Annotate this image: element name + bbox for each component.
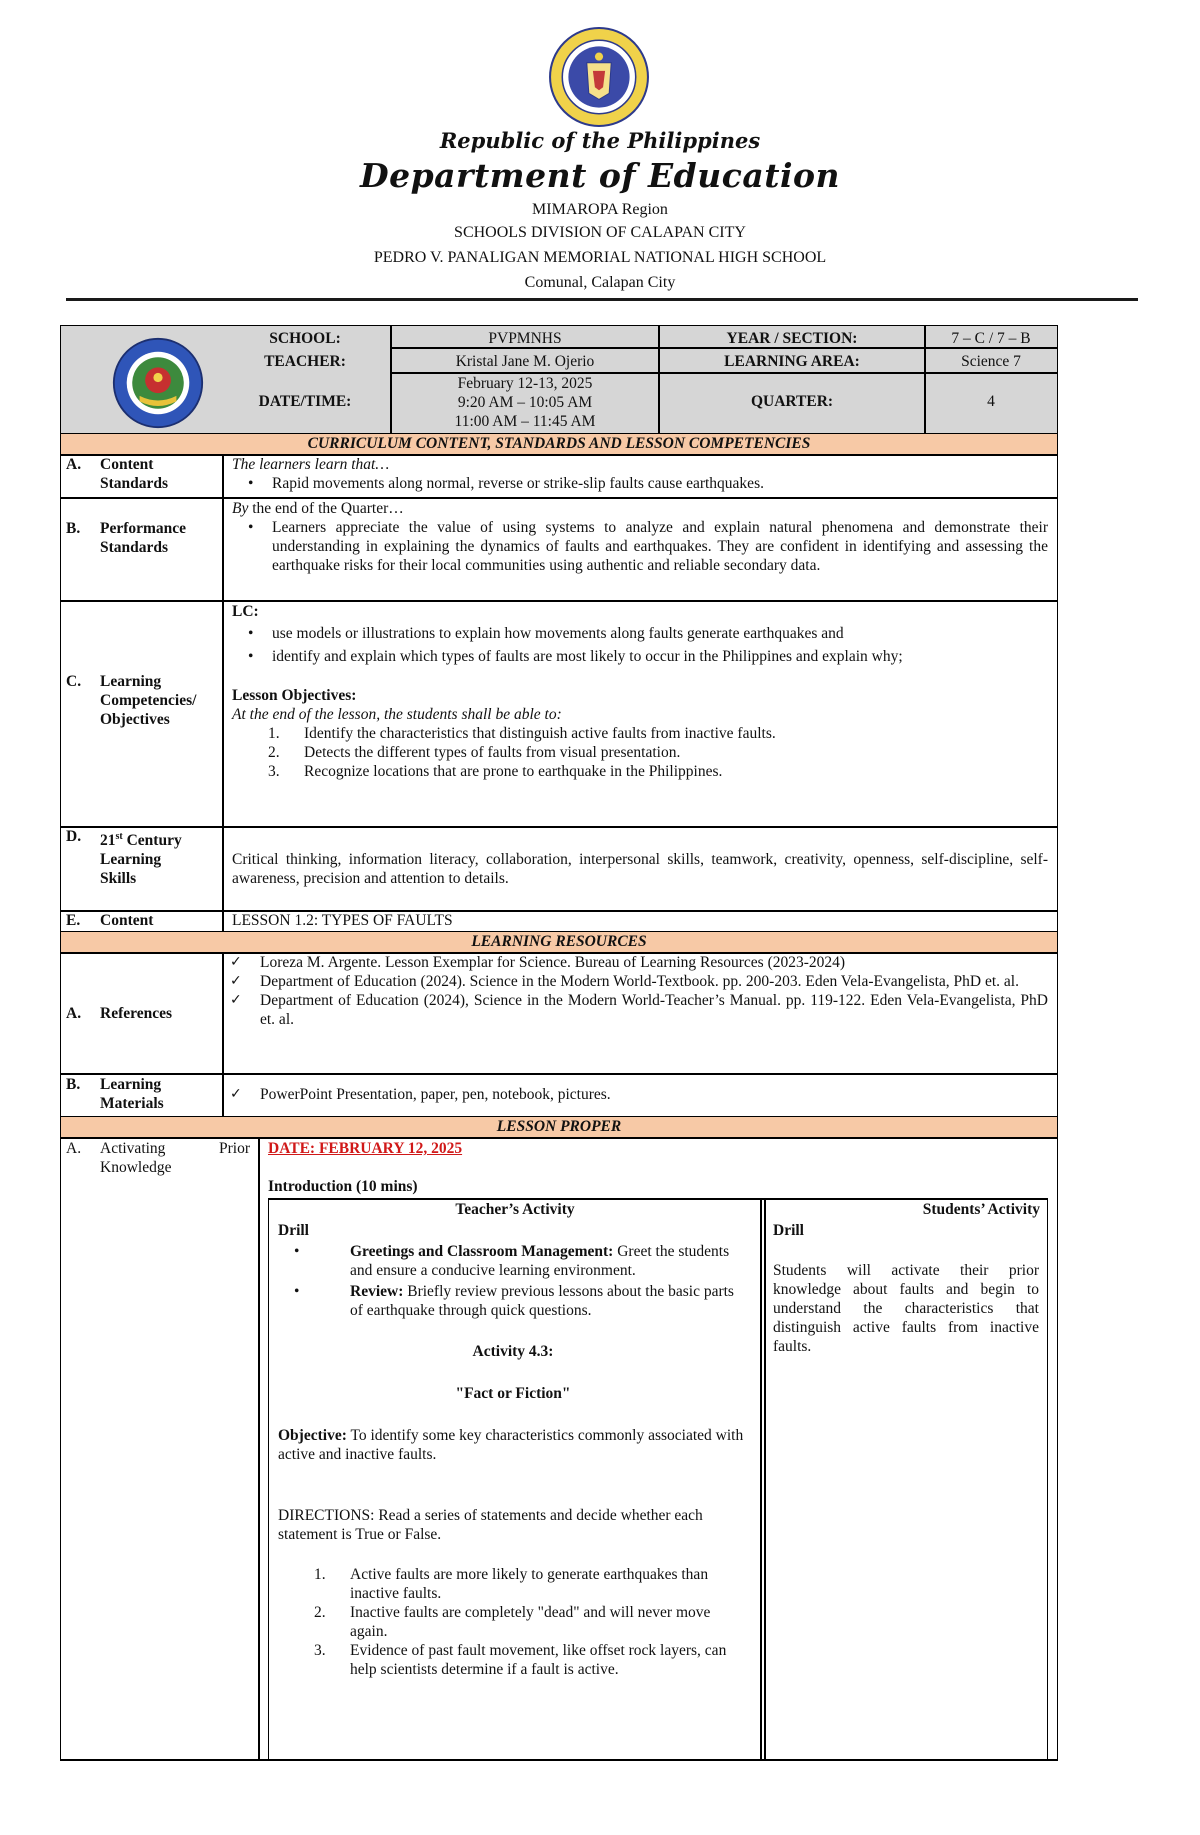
deped-seal-icon [548,26,650,128]
performance-standards-text [232,499,1048,575]
date-value: February 12-13, 2025 [457,375,593,392]
drill-heading: Drill [278,1222,309,1239]
quarter-value: 4 [987,393,995,410]
activating-prior-knowledge-label [66,1139,254,1177]
address-text: Comunal, Calapan City [524,274,676,291]
students-activity-content [773,1221,1039,1356]
lesson-objectives-heading: Lesson Objectives: [232,687,357,704]
row-label: References [100,1005,173,1022]
time-slot-1: 9:20 AM – 10:05 AM [457,394,593,411]
lc-item-2: • identify and explain which types of faults are most likely to occur in the Philippines and explain why; [232,647,1018,666]
lesson-proper-band: LESSON PROPER [61,1116,1057,1137]
statement-item: 1. Active faults are more likely to generate earthquakes than inactive faults. [314,1566,709,1602]
statement-item: 3. Evidence of past fault movement, like offset rock layers, can help scientists determine if a fault is active. [314,1642,727,1678]
lesson-date [268,1139,1048,1158]
department-heading: Department of Education [359,156,840,195]
learning-competencies-label [66,672,220,729]
activity-heading: Activity 4.3: [472,1343,554,1360]
review-title: Review: [350,1283,404,1300]
lesson-date-text: DATE: FEBRUARY 12, 2025 [268,1140,463,1157]
teacher-value: Kristal Jane M. Ojerio [455,353,595,370]
row-letter: D. [66,828,82,845]
content-standards-intro: The learners learn that… [232,456,390,473]
school-text: PEDRO V. PANALIGAN MEMORIAL NATIONAL HIGH SCHOOL [373,249,827,266]
student-drill-heading: Drill [773,1222,804,1239]
year-section-value: 7 – C / 7 – B [951,330,1031,347]
review-item [278,1282,748,1320]
row-label: Content Standards [100,456,169,492]
learning-materials-list [226,1085,1048,1104]
content-standards-text [232,455,1048,493]
row-label: Learning Materials [100,1076,164,1112]
objective-paragraph [278,1426,748,1464]
reference-item: ✓ Loreza M. Argente. Lesson Exemplar for Science. Bureau of Learning Resources (2023-2024) [226,953,1048,972]
content-text: LESSON 1.2: TYPES OF FAULTS [232,912,453,929]
row-label: Activating Prior Knowledge [100,1140,250,1176]
performance-standards-item: • Learners appreciate the value of using systems to analyze and explain natural phenomena and demonstrate their understanding in explaining the dynamics of faults and earthquakes. They are confident in identifying and assessing the earthquake risks for their local communities using authentic and reliable secondary data. [232,518,1048,575]
republic-heading: Republic of the Philippines [439,128,761,153]
objective-title: Objective: [278,1427,347,1444]
lc-item-1: • use models or illustrations to explain how movements along faults generate earthquakes and [232,624,898,643]
row-label: Content [100,912,154,929]
references-list [226,953,1048,1029]
statement-item: 2. Inactive faults are completely "dead" and will never move again. [314,1604,711,1640]
activity-name: "Fact or Fiction" [455,1385,571,1402]
material-item: ✓ PowerPoint Presentation, paper, pen, notebook, pictures. [226,1085,1048,1104]
learning-competencies-text [232,602,1048,781]
learning-materials-label [66,1075,220,1113]
learning-area-value: Science 7 [961,353,1021,370]
row-letter: A. [66,1140,82,1157]
performance-intro: the end of the Quarter… [248,500,404,517]
greetings-title: Greetings and Classroom Management: [350,1243,614,1260]
row-label: Century Learning Skills [100,832,182,888]
performance-standards-label [66,519,220,557]
lc-heading: LC: [232,603,259,620]
greetings-item [278,1242,748,1280]
row-label: Learning Competencies/ Objectives [100,673,197,728]
reference-item: ✓ Department of Education (2024). Science in the Modern World-Textbook. pp. 200-203. Eden Vela-Evangelista, PhD et. al. [226,972,1048,991]
school-label: SCHOOL: [269,330,341,347]
objective-item: 3. Recognize locations that are prone to earthquake in the Philippines. [268,763,723,780]
learning-area-label: LEARNING AREA: [724,353,860,370]
objective-item: 1. Identify the characteristics that distinguish active faults from inactive faults. [268,725,776,742]
region-text: MIMAROPA Region [532,201,668,218]
row-letter: A. [66,456,82,473]
row-letter: B. [66,1076,81,1093]
datetime-label: DATE/TIME: [258,393,352,410]
header-divider [66,298,1138,301]
content-standards-item: • Rapid movements along normal, reverse or strike-slip faults cause earthquakes. [232,474,1048,493]
objective-text: To identify some key characteristics commonly associated with active and inactive faults. [278,1427,744,1463]
curriculum-band: CURRICULUM CONTENT, STANDARDS AND LESSON COMPETENCIES [61,433,1057,454]
row-letter: C. [66,673,82,690]
teacher-label: TEACHER: [264,353,346,370]
century-number: 21 [100,832,116,850]
school-value: PVPMNHS [488,330,562,347]
content-label [66,911,220,930]
row-letter: E. [66,912,81,929]
row-label: Performance Standards [100,520,187,556]
lesson-objectives-intro: At the end of the lesson, the students shall be able to: [232,706,562,723]
century-skills-text: Critical thinking, information literacy, collaboration, interpersonal skills, teamwork, creativity, openness, self-discipline, self-awareness, precision and attention to details. [232,851,1048,887]
objective-item: 2. Detects the different types of faults from visual presentation. [268,744,681,761]
references-label [66,1004,220,1023]
school-logo-icon [112,337,204,429]
review-text: Briefly review previous lessons about the basic parts of earthquake through quick questions. [350,1283,734,1319]
students-activity-header: Students’ Activity [922,1201,1040,1218]
student-drill-text: Students will activate their prior knowledge about faults and begin to understand the characteristics that distinguish active faults from inactive faults. [773,1262,1039,1355]
time-slot-2: 11:00 AM – 11:45 AM [454,413,596,430]
reference-item: ✓ Department of Education (2024), Science in the Modern World-Teacher’s Manual. pp. 119-122. Eden Vela-Evangelista, PhD et. al. [226,991,1048,1029]
datetime-value [392,374,658,431]
quarter-label: QUARTER: [750,393,834,410]
row-letter: A. [66,1005,82,1022]
teacher-activity-content [278,1221,748,1679]
teacher-activity-header: Teacher’s Activity [455,1201,575,1218]
resources-band: LEARNING RESOURCES [61,931,1057,952]
year-section-label: YEAR / SECTION: [726,330,858,347]
row-letter: B. [66,520,81,537]
century-skills-label [66,827,220,888]
greetings-text: Greet the students and ensure a conducive learning environment. [350,1243,730,1279]
century-suffix: st [115,831,123,842]
content-standards-label [66,455,220,493]
performance-intro-em: By [232,500,249,517]
division-text: SCHOOLS DIVISION OF CALAPAN CITY [454,224,746,241]
introduction-heading: Introduction (10 mins) [268,1178,418,1195]
directions-paragraph: DIRECTIONS: Read a series of statements and decide whether each statement is True or False. [278,1507,703,1543]
